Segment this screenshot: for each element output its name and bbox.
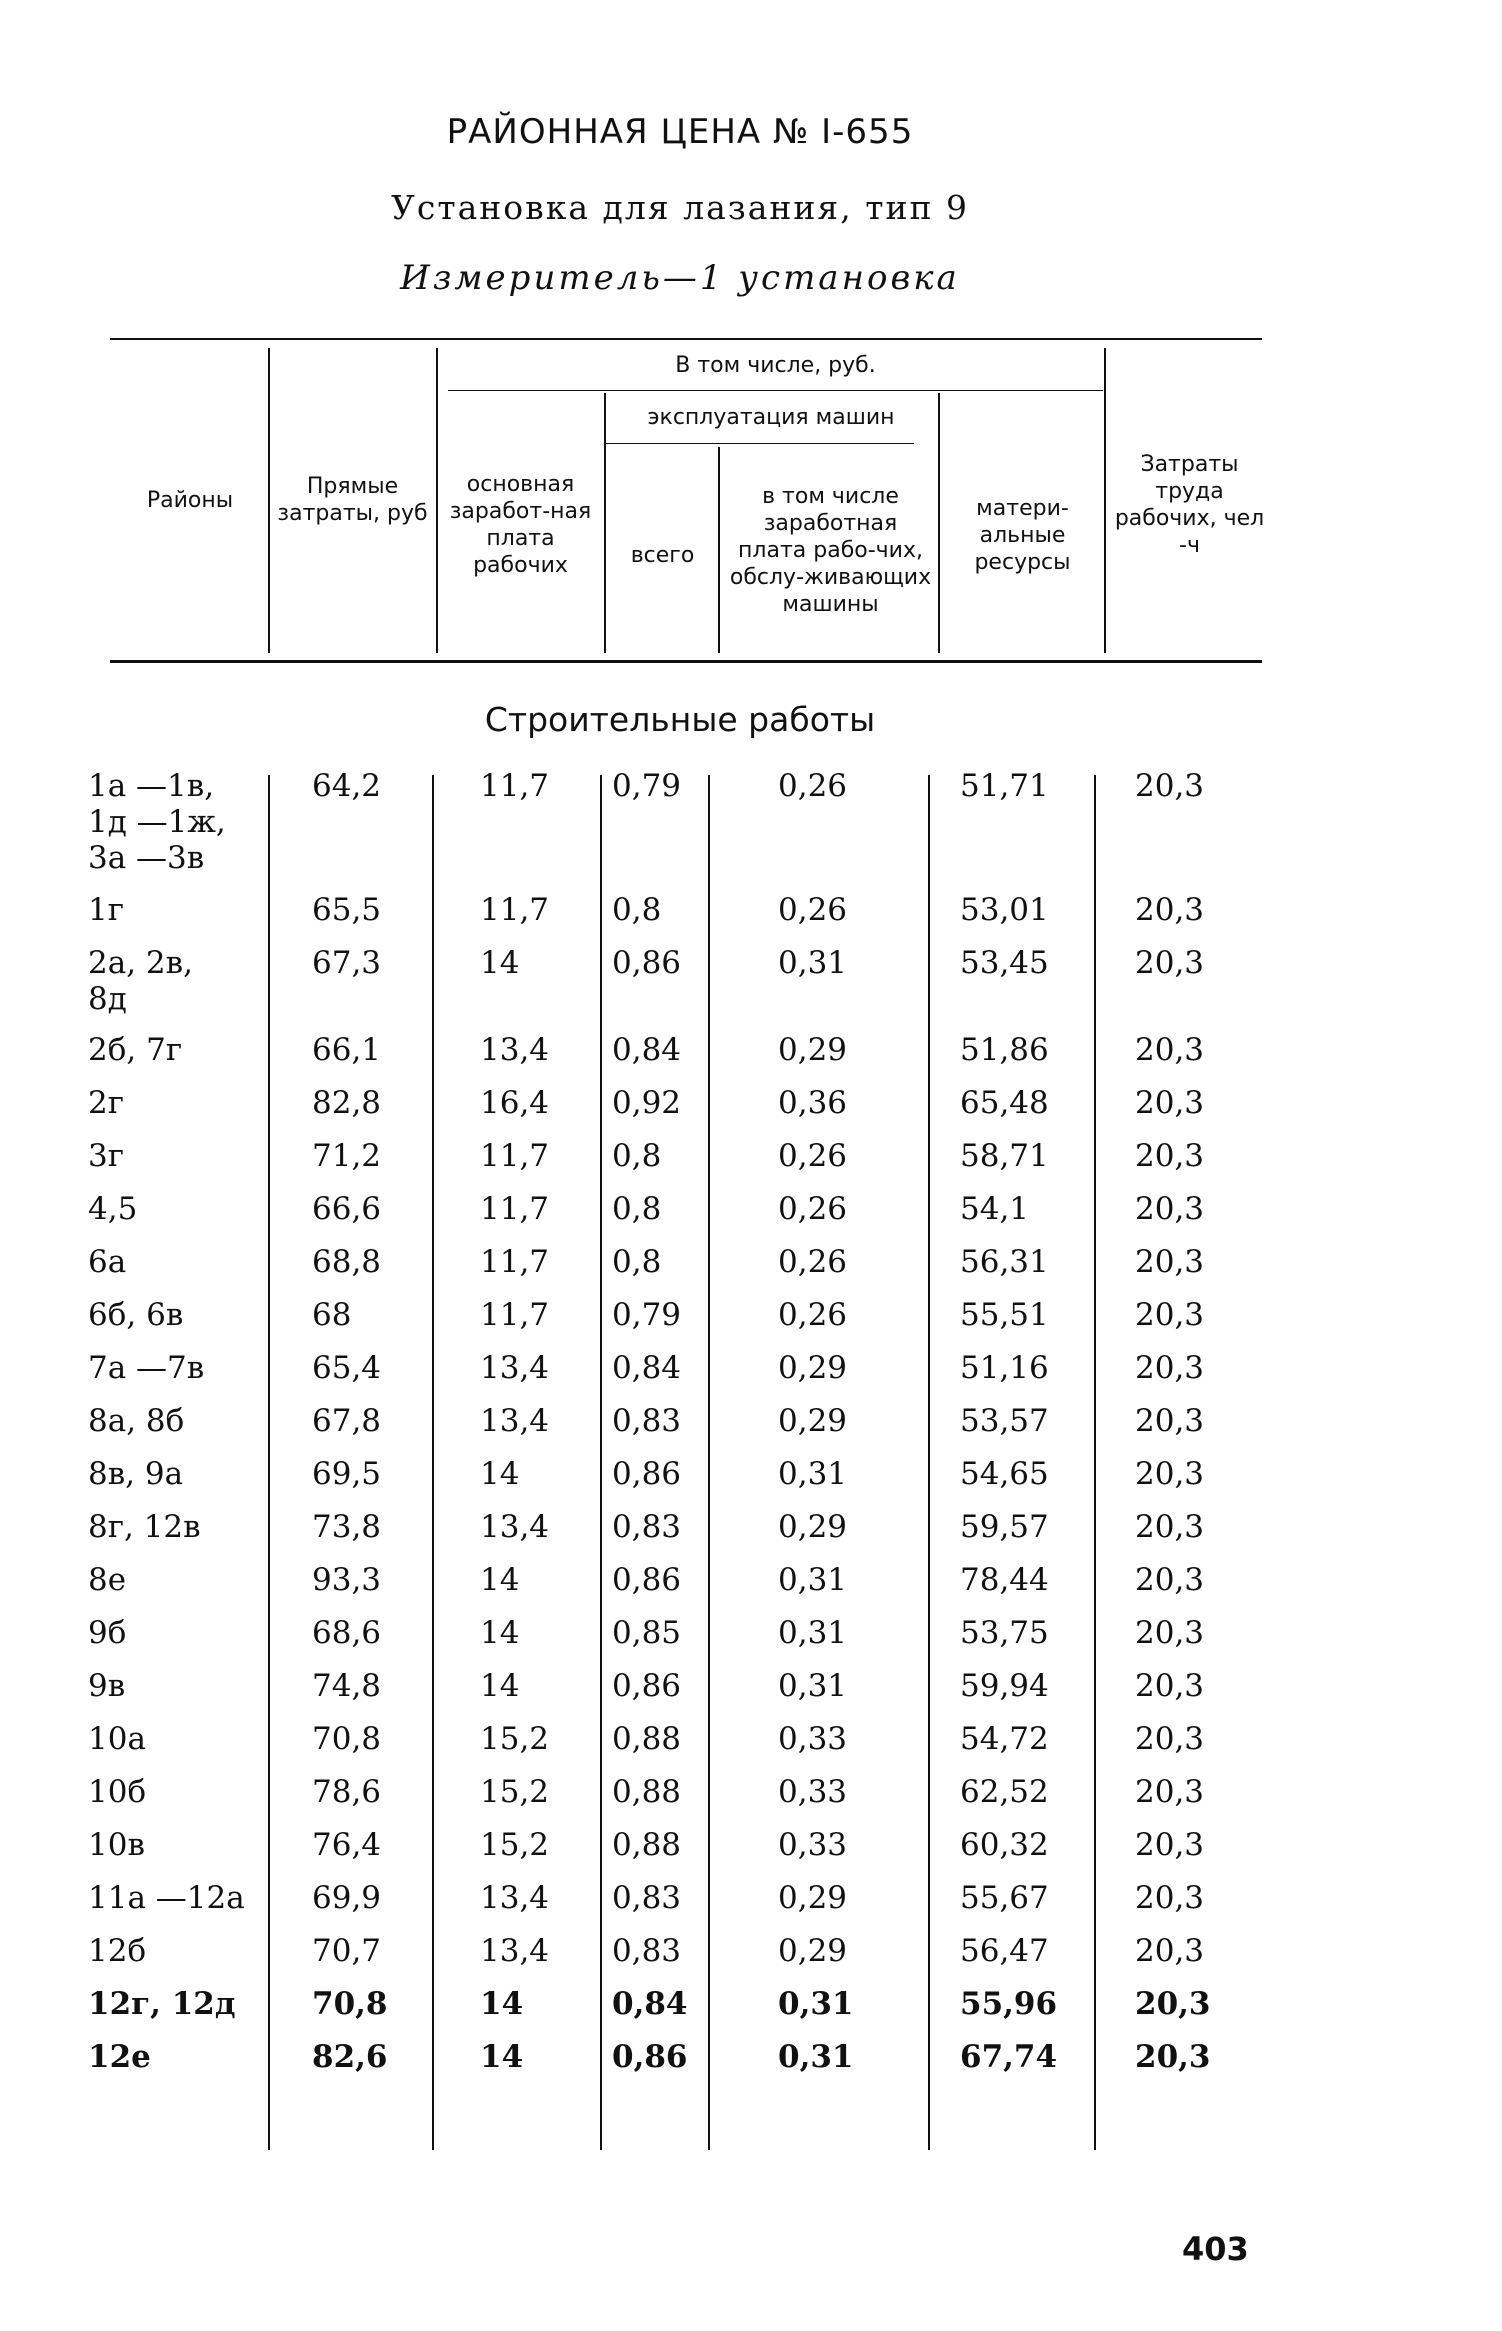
cell-machine-wages: 0,31 [778,1668,848,1704]
cell-wages: 11,7 [480,1244,550,1280]
cell-wages: 13,4 [480,1880,550,1916]
cell-labor: 20,3 [1135,1933,1205,1969]
cell-wages: 16,4 [480,1085,550,1121]
page-title: РАЙОННАЯ ЦЕНА № I-655 [446,112,914,152]
cell-labor: 20,3 [1135,1880,1205,1916]
column-divider [600,775,602,2150]
cell-machines-total: 0,8 [612,1138,662,1174]
cell-labor: 20,3 [1135,1668,1205,1704]
cell-machines-total: 0,88 [612,1827,682,1863]
unit-of-measure: Измеритель—1 установка [400,258,960,298]
cell-materials: 60,32 [960,1827,1049,1863]
cell-machine-wages: 0,33 [778,1827,848,1863]
cell-machine-wages: 0,29 [778,1933,848,1969]
cell-machines-total: 0,84 [612,1032,682,1068]
cell-region: 4,5 [88,1191,138,1227]
cell-machine-wages: 0,29 [778,1350,848,1386]
cell-materials: 53,57 [960,1403,1049,1439]
cell-labor: 20,3 [1135,1509,1205,1545]
cell-labor: 20,3 [1135,1085,1205,1121]
cell-machine-wages: 0,31 [778,945,848,981]
cell-region: 11а —12а [88,1880,245,1916]
header-machine-wages: в том числе заработная плата рабо-чих, обслу-живающих машины [729,483,932,617]
cell-labor: 20,3 [1135,1721,1205,1757]
cell-machines-total: 0,88 [612,1721,682,1757]
column-divider [708,775,710,2150]
cell-region: 6б, 6в [88,1297,184,1333]
cell-wages: 14 [480,1615,520,1651]
cell-machines-total: 0,79 [612,768,682,804]
header-machine-operation: эксплуатация машин [647,404,895,430]
cell-machine-wages: 0,31 [778,1562,848,1598]
cell-region: 7а —7в [88,1350,205,1386]
cell-materials: 62,52 [960,1774,1049,1810]
cell-machine-wages: 0,26 [778,1138,848,1174]
column-divider [268,775,270,2150]
cell-materials: 53,75 [960,1615,1049,1651]
cell-labor: 20,3 [1135,768,1205,804]
header-divider [436,348,438,653]
cell-direct: 67,3 [312,945,382,981]
cell-wages: 14 [480,1986,524,2022]
cell-direct: 68 [312,1297,352,1333]
cell-machines-total: 0,86 [612,1456,682,1492]
cell-wages: 13,4 [480,1350,550,1386]
cell-labor: 20,3 [1135,1986,1211,2022]
cell-materials: 78,44 [960,1562,1049,1598]
cell-wages: 13,4 [480,1509,550,1545]
cell-wages: 11,7 [480,1191,550,1227]
cell-region: 12б [88,1933,147,1969]
cell-machines-total: 0,8 [612,1191,662,1227]
column-divider [432,775,434,2150]
cell-machines-total: 0,8 [612,1244,662,1280]
cell-direct: 70,7 [312,1933,382,1969]
cell-labor: 20,3 [1135,1350,1205,1386]
cell-materials: 54,72 [960,1721,1049,1757]
cell-labor: 20,3 [1135,1615,1205,1651]
cell-machine-wages: 0,26 [778,1297,848,1333]
cell-wages: 15,2 [480,1774,550,1810]
cell-direct: 66,6 [312,1191,382,1227]
header-including: В том числе, руб. [675,352,876,378]
cell-labor: 20,3 [1135,1138,1205,1174]
cell-materials: 54,1 [960,1191,1030,1227]
cell-wages: 14 [480,1562,520,1598]
cell-labor: 20,3 [1135,1032,1205,1068]
cell-labor: 20,3 [1135,892,1205,928]
cell-machine-wages: 0,33 [778,1721,848,1757]
cell-wages: 13,4 [480,1933,550,1969]
header-bottom-rule [110,660,1262,663]
including-rule [448,390,1103,391]
cell-machine-wages: 0,31 [778,1456,848,1492]
cell-direct: 70,8 [312,1986,388,2022]
cell-direct: 67,8 [312,1403,382,1439]
cell-materials: 53,45 [960,945,1049,981]
cell-machines-total: 0,84 [612,1986,688,2022]
cell-region: 3г [88,1138,124,1174]
cell-direct: 66,1 [312,1032,382,1068]
cell-machines-total: 0,85 [612,1615,682,1651]
machines-rule [606,443,914,444]
cell-materials: 58,71 [960,1138,1049,1174]
cell-machines-total: 0,83 [612,1403,682,1439]
header-regions: Районы [146,487,234,513]
cell-wages: 14 [480,1668,520,1704]
cell-region: 10б [88,1774,147,1810]
cell-region: 9б [88,1615,127,1651]
cell-direct: 82,6 [312,2039,388,2075]
header-labor: Затраты труда рабочих, чел -ч [1114,452,1265,558]
cell-machines-total: 0,84 [612,1350,682,1386]
cell-machine-wages: 0,29 [778,1403,848,1439]
cell-materials: 55,67 [960,1880,1049,1916]
cell-machines-total: 0,88 [612,1774,682,1810]
cell-labor: 20,3 [1135,1244,1205,1280]
cell-machine-wages: 0,26 [778,892,848,928]
cell-machine-wages: 0,29 [778,1032,848,1068]
cell-region: 6а [88,1244,127,1280]
cell-labor: 20,3 [1135,1191,1205,1227]
cell-machines-total: 0,86 [612,2039,688,2075]
cell-direct: 93,3 [312,1562,382,1598]
cell-materials: 51,71 [960,768,1049,804]
header-wages: основная заработ-ная плата рабочих [449,472,592,578]
cell-region: 12е [88,2039,151,2075]
cell-direct: 71,2 [312,1138,382,1174]
cell-wages: 11,7 [480,768,550,804]
cell-direct: 65,5 [312,892,382,928]
cell-machine-wages: 0,29 [778,1509,848,1545]
cell-direct: 82,8 [312,1085,382,1121]
cell-wages: 14 [480,1456,520,1492]
cell-materials: 55,51 [960,1297,1049,1333]
cell-wages: 14 [480,945,520,981]
cell-labor: 20,3 [1135,945,1205,981]
cell-labor: 20,3 [1135,1297,1205,1333]
cell-direct: 78,6 [312,1774,382,1810]
cell-machine-wages: 0,33 [778,1774,848,1810]
page-number: 403 [1182,2230,1249,2268]
cell-region: 12г, 12д [88,1986,236,2022]
cell-wages: 15,2 [480,1721,550,1757]
cell-materials: 55,96 [960,1986,1058,2022]
cell-region: 1а —1в, 1д —1ж, 3а —3в [88,768,226,876]
cell-region: 2а, 2в, 8д [88,945,193,1017]
cell-direct: 69,5 [312,1456,382,1492]
cell-machines-total: 0,86 [612,1562,682,1598]
cell-labor: 20,3 [1135,1562,1205,1598]
header-total: всего [630,542,695,568]
cell-wages: 15,2 [480,1827,550,1863]
cell-machines-total: 0,92 [612,1085,682,1121]
header-divider [268,348,270,653]
cell-machine-wages: 0,29 [778,1880,848,1916]
cell-region: 1г [88,892,124,928]
cell-materials: 54,65 [960,1456,1049,1492]
cell-materials: 56,31 [960,1244,1049,1280]
cell-direct: 68,6 [312,1615,382,1651]
section-title: Строительные работы [484,700,876,739]
cell-machine-wages: 0,26 [778,1244,848,1280]
header-direct-costs: Прямые затраты, руб [277,474,428,526]
cell-direct: 64,2 [312,768,382,804]
cell-materials: 59,57 [960,1509,1049,1545]
cell-machines-total: 0,83 [612,1509,682,1545]
cell-region: 10а [88,1721,146,1757]
cell-direct: 70,8 [312,1721,382,1757]
cell-region: 2б, 7г [88,1032,183,1068]
cell-region: 10в [88,1827,145,1863]
cell-region: 8г, 12в [88,1509,201,1545]
cell-wages: 13,4 [480,1403,550,1439]
cell-machine-wages: 0,31 [778,2039,854,2075]
cell-machine-wages: 0,26 [778,1191,848,1227]
cell-region: 9в [88,1668,126,1704]
header-divider [938,393,940,653]
cell-machines-total: 0,86 [612,945,682,981]
cell-machine-wages: 0,36 [778,1085,848,1121]
header-top-rule [110,338,1262,340]
cell-labor: 20,3 [1135,2039,1211,2075]
subtitle: Установка для лазания, тип 9 [391,188,969,227]
cell-region: 2г [88,1085,124,1121]
cell-materials: 59,94 [960,1668,1049,1704]
cell-direct: 65,4 [312,1350,382,1386]
cell-labor: 20,3 [1135,1403,1205,1439]
cell-wages: 11,7 [480,1297,550,1333]
cell-region: 8е [88,1562,127,1598]
cell-direct: 69,9 [312,1880,382,1916]
header-materials: матери-альные ресурсы [974,495,1071,575]
cell-wages: 11,7 [480,892,550,928]
cell-machines-total: 0,83 [612,1933,682,1969]
cell-machine-wages: 0,26 [778,768,848,804]
cell-direct: 73,8 [312,1509,382,1545]
cell-machines-total: 0,8 [612,892,662,928]
cell-materials: 51,16 [960,1350,1049,1386]
cell-region: 8а, 8б [88,1403,185,1439]
cell-wages: 14 [480,2039,524,2075]
cell-machines-total: 0,86 [612,1668,682,1704]
cell-materials: 53,01 [960,892,1049,928]
cell-labor: 20,3 [1135,1827,1205,1863]
cell-materials: 65,48 [960,1085,1049,1121]
cell-wages: 13,4 [480,1032,550,1068]
cell-direct: 74,8 [312,1668,382,1704]
column-divider [928,775,930,2150]
cell-machine-wages: 0,31 [778,1986,854,2022]
cell-labor: 20,3 [1135,1456,1205,1492]
cell-labor: 20,3 [1135,1774,1205,1810]
cell-direct: 76,4 [312,1827,382,1863]
cell-region: 8в, 9а [88,1456,184,1492]
cell-direct: 68,8 [312,1244,382,1280]
cell-materials: 56,47 [960,1933,1049,1969]
cell-materials: 51,86 [960,1032,1049,1068]
cell-machines-total: 0,83 [612,1880,682,1916]
header-divider [718,447,720,653]
cell-machine-wages: 0,31 [778,1615,848,1651]
cell-wages: 11,7 [480,1138,550,1174]
cell-machines-total: 0,79 [612,1297,682,1333]
header-divider [1104,348,1106,653]
column-divider [1094,775,1096,2150]
cell-materials: 67,74 [960,2039,1058,2075]
